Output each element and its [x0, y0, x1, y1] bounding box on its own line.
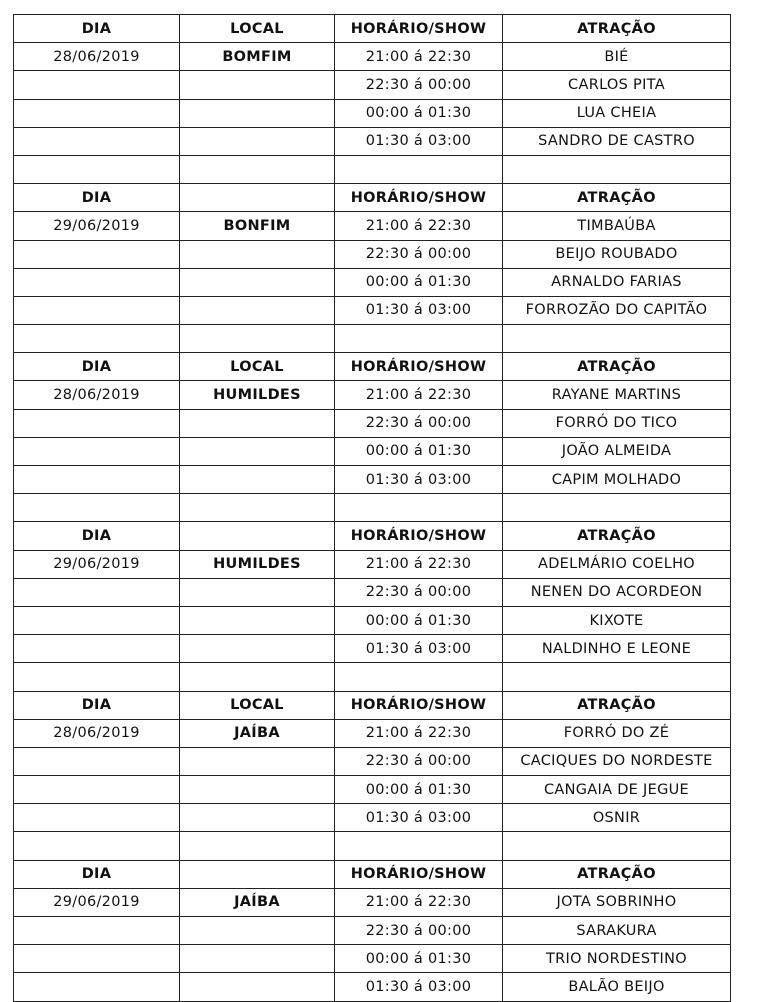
- empty-cell: [14, 663, 180, 691]
- time-cell: 21:00 á 22:30: [335, 212, 503, 240]
- header-dia: DIA: [14, 522, 180, 550]
- header-local: [180, 860, 335, 888]
- date-cell: [14, 917, 180, 945]
- date-cell: [14, 99, 180, 127]
- show-row: [14, 945, 731, 973]
- time-cell: 22:30 á 00:00: [335, 240, 503, 268]
- local-cell: [180, 578, 335, 606]
- show-row: [14, 381, 731, 409]
- local-cell: [180, 296, 335, 324]
- header-local: [180, 184, 335, 212]
- act-cell: FORRÓ DO TICO: [503, 409, 731, 437]
- local-cell: [180, 804, 335, 832]
- act-cell: JOTA SOBRINHO: [503, 888, 731, 916]
- empty-cell: [335, 663, 503, 691]
- act-cell: BALÃO BEIJO: [503, 973, 731, 1001]
- time-cell: 01:30 á 03:00: [335, 296, 503, 324]
- time-cell: 22:30 á 00:00: [335, 747, 503, 775]
- show-row: [14, 719, 731, 747]
- local-cell: [180, 466, 335, 494]
- header-horario: HORÁRIO/SHOW: [335, 691, 503, 719]
- act-cell: RAYANE MARTINS: [503, 381, 731, 409]
- date-cell: 28/06/2019: [14, 719, 180, 747]
- empty-cell: [180, 832, 335, 860]
- time-cell: 00:00 á 01:30: [335, 606, 503, 634]
- date-cell: 28/06/2019: [14, 381, 180, 409]
- local-cell: [180, 635, 335, 663]
- local-cell: [180, 917, 335, 945]
- header-atracao: ATRAÇÃO: [503, 691, 731, 719]
- show-row: [14, 99, 731, 127]
- local-cell: [180, 99, 335, 127]
- schedule-body: [14, 15, 731, 1002]
- local-cell: [180, 973, 335, 1001]
- header-local: [180, 522, 335, 550]
- act-cell: TRIO NORDESTINO: [503, 945, 731, 973]
- separator-row: [14, 155, 731, 183]
- show-row: [14, 747, 731, 775]
- header-row: [14, 15, 731, 43]
- show-row: [14, 212, 731, 240]
- date-cell: 28/06/2019: [14, 43, 180, 71]
- date-cell: [14, 747, 180, 775]
- local-cell: [180, 71, 335, 99]
- show-row: [14, 888, 731, 916]
- date-cell: [14, 127, 180, 155]
- header-atracao: ATRAÇÃO: [503, 184, 731, 212]
- date-cell: [14, 466, 180, 494]
- local-cell: HUMILDES: [180, 550, 335, 578]
- show-row: [14, 296, 731, 324]
- date-cell: [14, 578, 180, 606]
- act-cell: BIÉ: [503, 43, 731, 71]
- separator-row: [14, 325, 731, 353]
- act-cell: CARLOS PITA: [503, 71, 731, 99]
- separator-row: [14, 663, 731, 691]
- header-local: LOCAL: [180, 353, 335, 381]
- header-horario: HORÁRIO/SHOW: [335, 353, 503, 381]
- act-cell: JOÃO ALMEIDA: [503, 437, 731, 465]
- local-cell: [180, 409, 335, 437]
- act-cell: SANDRO DE CASTRO: [503, 127, 731, 155]
- act-cell: FORRÓ DO ZÉ: [503, 719, 731, 747]
- header-atracao: ATRAÇÃO: [503, 353, 731, 381]
- empty-cell: [503, 832, 731, 860]
- header-atracao: ATRAÇÃO: [503, 860, 731, 888]
- empty-cell: [335, 832, 503, 860]
- act-cell: ADELMÁRIO COELHO: [503, 550, 731, 578]
- header-horario: HORÁRIO/SHOW: [335, 522, 503, 550]
- header-dia: DIA: [14, 353, 180, 381]
- show-row: [14, 606, 731, 634]
- show-row: [14, 127, 731, 155]
- separator-row: [14, 832, 731, 860]
- act-cell: ARNALDO FARIAS: [503, 268, 731, 296]
- empty-cell: [503, 663, 731, 691]
- time-cell: 22:30 á 00:00: [335, 71, 503, 99]
- act-cell: CAPIM MOLHADO: [503, 466, 731, 494]
- show-row: [14, 409, 731, 437]
- time-cell: 21:00 á 22:30: [335, 888, 503, 916]
- header-row: [14, 353, 731, 381]
- time-cell: 01:30 á 03:00: [335, 127, 503, 155]
- show-row: [14, 43, 731, 71]
- time-cell: 00:00 á 01:30: [335, 437, 503, 465]
- time-cell: 22:30 á 00:00: [335, 917, 503, 945]
- date-cell: [14, 776, 180, 804]
- date-cell: [14, 945, 180, 973]
- empty-cell: [335, 494, 503, 522]
- time-cell: 01:30 á 03:00: [335, 635, 503, 663]
- empty-cell: [503, 494, 731, 522]
- empty-cell: [180, 663, 335, 691]
- show-row: [14, 268, 731, 296]
- header-row: [14, 184, 731, 212]
- date-cell: [14, 71, 180, 99]
- date-cell: [14, 437, 180, 465]
- act-cell: TIMBAÚBA: [503, 212, 731, 240]
- time-cell: 21:00 á 22:30: [335, 550, 503, 578]
- show-row: [14, 466, 731, 494]
- time-cell: 01:30 á 03:00: [335, 804, 503, 832]
- act-cell: FORROZÃO DO CAPITÃO: [503, 296, 731, 324]
- date-cell: [14, 804, 180, 832]
- empty-cell: [503, 155, 731, 183]
- date-cell: [14, 409, 180, 437]
- header-dia: DIA: [14, 691, 180, 719]
- time-cell: 22:30 á 00:00: [335, 409, 503, 437]
- local-cell: BONFIM: [180, 212, 335, 240]
- show-row: [14, 578, 731, 606]
- schedule-table: [13, 14, 731, 1002]
- local-cell: JAÍBA: [180, 719, 335, 747]
- time-cell: 00:00 á 01:30: [335, 268, 503, 296]
- header-local: LOCAL: [180, 691, 335, 719]
- time-cell: 21:00 á 22:30: [335, 43, 503, 71]
- empty-cell: [180, 494, 335, 522]
- local-cell: [180, 127, 335, 155]
- header-row: [14, 860, 731, 888]
- date-cell: [14, 240, 180, 268]
- local-cell: [180, 945, 335, 973]
- local-cell: JAÍBA: [180, 888, 335, 916]
- show-row: [14, 635, 731, 663]
- time-cell: 01:30 á 03:00: [335, 466, 503, 494]
- show-row: [14, 917, 731, 945]
- show-row: [14, 776, 731, 804]
- empty-cell: [503, 325, 731, 353]
- show-row: [14, 437, 731, 465]
- time-cell: 00:00 á 01:30: [335, 945, 503, 973]
- act-cell: SARAKURA: [503, 917, 731, 945]
- header-dia: DIA: [14, 15, 180, 43]
- act-cell: NENEN DO ACORDEON: [503, 578, 731, 606]
- local-cell: [180, 240, 335, 268]
- date-cell: [14, 606, 180, 634]
- act-cell: CACIQUES DO NORDESTE: [503, 747, 731, 775]
- show-row: [14, 240, 731, 268]
- date-cell: [14, 635, 180, 663]
- local-cell: [180, 606, 335, 634]
- header-dia: DIA: [14, 184, 180, 212]
- empty-cell: [14, 494, 180, 522]
- header-horario: HORÁRIO/SHOW: [335, 15, 503, 43]
- local-cell: HUMILDES: [180, 381, 335, 409]
- empty-cell: [14, 325, 180, 353]
- header-horario: HORÁRIO/SHOW: [335, 860, 503, 888]
- date-cell: [14, 268, 180, 296]
- act-cell: CANGAIA DE JEGUE: [503, 776, 731, 804]
- act-cell: NALDINHO E LEONE: [503, 635, 731, 663]
- date-cell: 29/06/2019: [14, 888, 180, 916]
- act-cell: OSNIR: [503, 804, 731, 832]
- empty-cell: [180, 155, 335, 183]
- local-cell: [180, 437, 335, 465]
- show-row: [14, 973, 731, 1001]
- header-atracao: ATRAÇÃO: [503, 522, 731, 550]
- time-cell: 01:30 á 03:00: [335, 973, 503, 1001]
- local-cell: [180, 747, 335, 775]
- act-cell: LUA CHEIA: [503, 99, 731, 127]
- local-cell: [180, 776, 335, 804]
- act-cell: BEIJO ROUBADO: [503, 240, 731, 268]
- separator-row: [14, 494, 731, 522]
- header-row: [14, 522, 731, 550]
- show-row: [14, 71, 731, 99]
- time-cell: 21:00 á 22:30: [335, 719, 503, 747]
- header-atracao: ATRAÇÃO: [503, 15, 731, 43]
- header-horario: HORÁRIO/SHOW: [335, 184, 503, 212]
- time-cell: 00:00 á 01:30: [335, 99, 503, 127]
- time-cell: 00:00 á 01:30: [335, 776, 503, 804]
- time-cell: 21:00 á 22:30: [335, 381, 503, 409]
- local-cell: [180, 268, 335, 296]
- local-cell: BOMFIM: [180, 43, 335, 71]
- empty-cell: [335, 325, 503, 353]
- empty-cell: [14, 832, 180, 860]
- show-row: [14, 550, 731, 578]
- header-row: [14, 691, 731, 719]
- date-cell: [14, 973, 180, 1001]
- header-dia: DIA: [14, 860, 180, 888]
- date-cell: 29/06/2019: [14, 212, 180, 240]
- empty-cell: [335, 155, 503, 183]
- date-cell: 29/06/2019: [14, 550, 180, 578]
- show-row: [14, 804, 731, 832]
- date-cell: [14, 296, 180, 324]
- act-cell: KIXOTE: [503, 606, 731, 634]
- empty-cell: [180, 325, 335, 353]
- empty-cell: [14, 155, 180, 183]
- time-cell: 22:30 á 00:00: [335, 578, 503, 606]
- header-local: LOCAL: [180, 15, 335, 43]
